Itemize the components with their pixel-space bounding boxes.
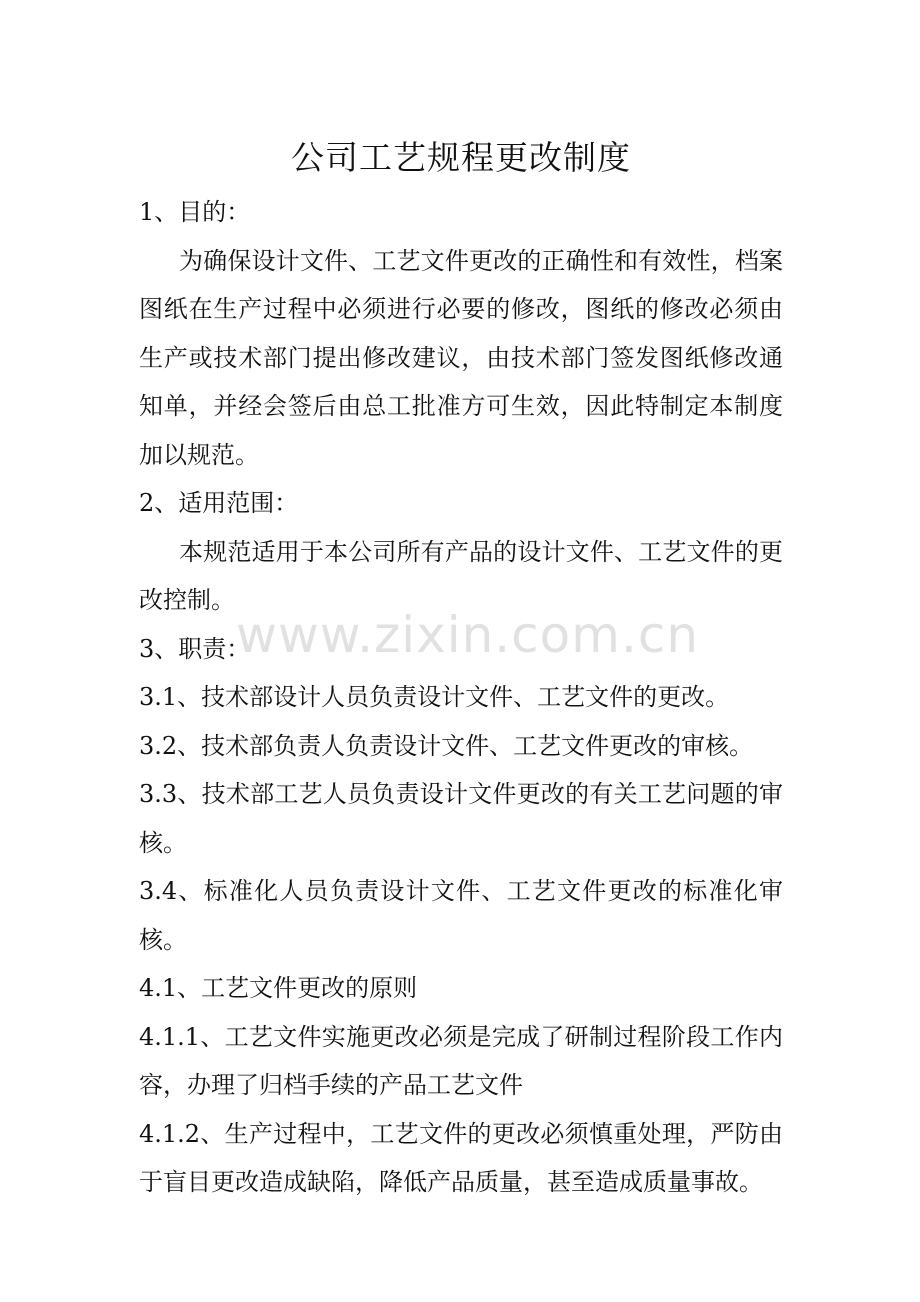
purpose-paragraph: 为确保设计文件、工艺文件更改的正确性和有效性，档案图纸在生产过程中必须进行必要的修改，图纸的修改必须由生产或技术部门提出修改建议，由技术部门签发图纸修改通知单，并经会签后由总工批准方可生效，因此特制定本制度加以规范。 [139, 246, 783, 469]
document-title: 公司工艺规程更改制度 [291, 138, 631, 177]
scope-paragraph: 本规范适用于本公司所有产品的设计文件、工艺文件的更改控制。 [139, 537, 783, 614]
section-2-heading: 2、适用范围： [139, 489, 299, 517]
principle-4-1-2: 4.1.2、生产过程中，工艺文件的更改必须慎重处理，严防由于盲目更改造成缺陷，降低产品质量，甚至造成质量事故。 [139, 1119, 783, 1196]
section-4-1-heading: 4.1、工艺文件更改的原则 [139, 974, 418, 1002]
watermark-text: www.zixin.com.cn [236, 606, 700, 664]
section-1-heading: 1、目的： [139, 198, 251, 226]
responsibility-3-3: 3.3、技术部工艺人员负责设计文件更改的有关工艺问题的审核。 [139, 780, 783, 857]
section-3-heading: 3、职责： [139, 634, 251, 663]
responsibility-3-2: 3.2、技术部负责人负责设计文件、工艺文件更改的审核。 [139, 731, 754, 760]
responsibility-3-1: 3.1、技术部设计人员负责设计文件、工艺文件的更改。 [139, 683, 730, 711]
responsibility-3-4: 3.4、标准化人员负责设计文件、工艺文件更改的标准化审核。 [139, 877, 783, 954]
document-page [139, 130, 783, 1207]
principle-4-1-1: 4.1.1、工艺文件实施更改必须是完成了研制过程阶段工作内容，办理了归档手续的产品工艺文件 [139, 1022, 783, 1099]
